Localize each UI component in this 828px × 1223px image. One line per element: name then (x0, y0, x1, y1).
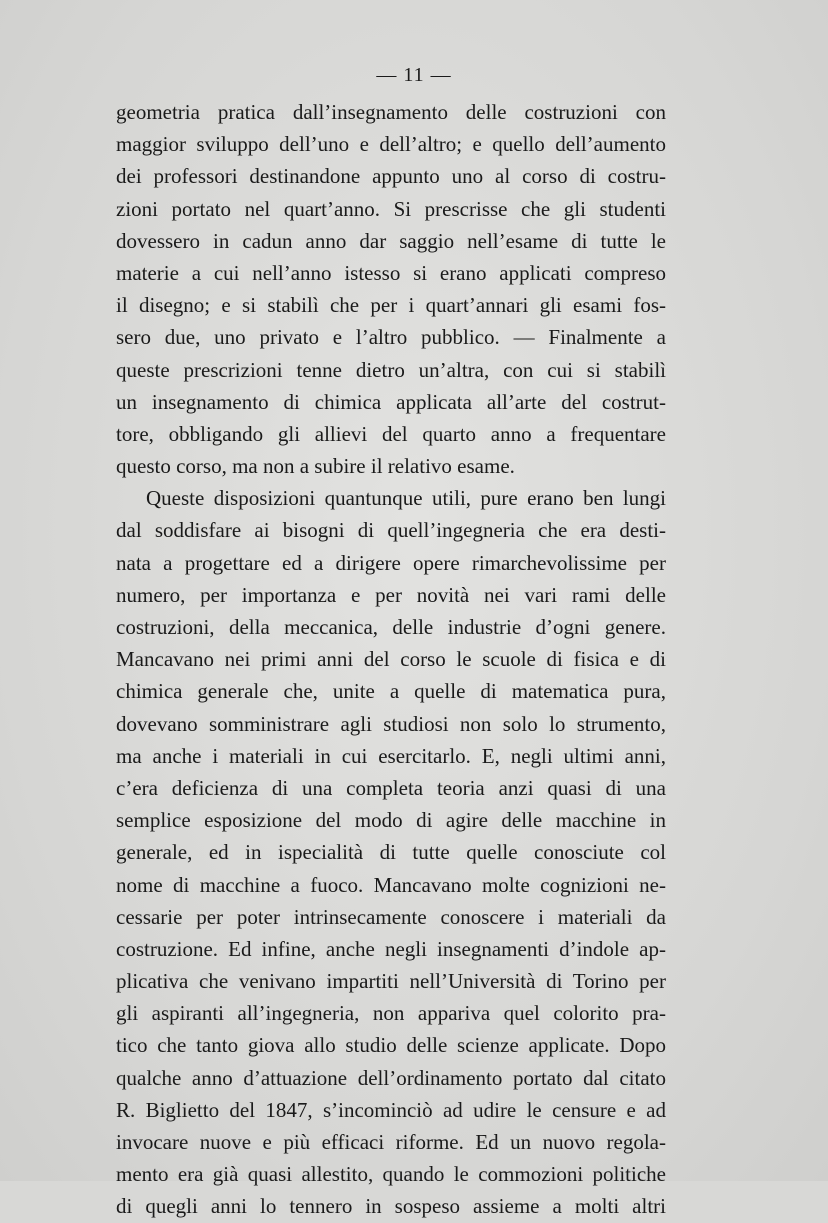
text-line: costruzione. Ed infine, anche negli insegnamenti d’indole ap- (116, 936, 666, 961)
text-line: un insegnamento di chimica applicata all’arte del costrut- (116, 389, 666, 414)
text-line: dal soddisfare ai bisogni di quell’ingegneria che era desti- (116, 518, 666, 543)
page-number: — 11 — (376, 64, 452, 86)
text-line: tico che tanto giova allo studio delle scienze applicate. Dopo (116, 1033, 666, 1058)
text-line: queste prescrizioni tenne dietro un’altra, con cui si stabilì (116, 357, 666, 382)
text-line: dovevano somministrare agli studiosi non solo lo strumento, (116, 711, 666, 736)
text-line: nome di macchine a fuoco. Mancavano molte cognizioni ne- (116, 872, 666, 897)
text-line: generale, ed in ispecialità di tutte quelle conosciute col (116, 840, 666, 865)
text-line: Mancavano nei primi anni del corso le scuole di fisica e di (116, 647, 666, 672)
text-line: maggior sviluppo dell’uno e dell’altro; e quello dell’aumento (116, 132, 666, 157)
text-line: questo corso, ma non a subire il relativo esame. (116, 454, 515, 479)
text-line: R. Biglietto del 1847, s’incominciò ad udire le censure e ad (116, 1097, 666, 1122)
text-line: dei professori destinandone appunto uno al corso di costru- (116, 164, 666, 189)
text-line: plicativa che venivano impartiti nell’Università di Torino per (116, 969, 666, 994)
text-line: geometria pratica dall’insegnamento delle costruzioni con (116, 100, 666, 124)
text-line: nata a progettare ed a dirigere opere rimarchevolissime per (116, 550, 666, 575)
text-line: cessarie per poter intrinsecamente conoscere i materiali da (116, 904, 666, 929)
text-line: il disegno; e si stabilì che per i quart’annari gli esami fos- (116, 293, 666, 318)
text-line: sero due, uno privato e l’altro pubblico. — Finalmente a (116, 325, 666, 350)
text-line: qualche anno d’attuazione dell’ordinamento portato dal citato (116, 1065, 666, 1090)
text-line: zioni portato nel quart’anno. Si prescrisse che gli studenti (116, 196, 666, 221)
text-line: costruzioni, della meccanica, delle industrie d’ogni genere. (116, 615, 666, 639)
text-line: tore, obbligando gli allievi del quarto anno a frequentare (116, 421, 666, 446)
paragraph-1 (116, 96, 666, 482)
text-line: Queste disposizioni quantunque utili, pure erano ben lungi (146, 486, 666, 511)
body-text (116, 96, 666, 1223)
text-line: chimica generale che, unite a quelle di matematica pura, (116, 679, 666, 704)
text-line: mento era già quasi allestito, quando le commozioni politiche (116, 1162, 666, 1187)
text-line: gli aspiranti all’ingegneria, non appariva quel colorito pra- (116, 1001, 666, 1026)
paragraph-2 (116, 482, 666, 1222)
text-line: materie a cui nell’anno istesso si erano applicati compreso (116, 260, 666, 285)
text-line: c’era deficienza di una completa teoria anzi quasi di una (116, 775, 666, 800)
text-line: dovessero in cadun anno dar saggio nell’esame di tutte le (116, 228, 666, 253)
text-line: ma anche i materiali in cui esercitarlo. E, negli ultimi anni, (116, 743, 666, 768)
text-line: invocare nuove e più efficaci riforme. Ed un nuovo regola- (116, 1130, 666, 1154)
text-line: semplice esposizione del modo di agire delle macchine in (116, 808, 666, 833)
text-line: di quegli anni lo tennero in sospeso assieme a molti altri (116, 1194, 666, 1219)
text-line: numero, per importanza e per novità nei vari rami delle (116, 582, 666, 607)
